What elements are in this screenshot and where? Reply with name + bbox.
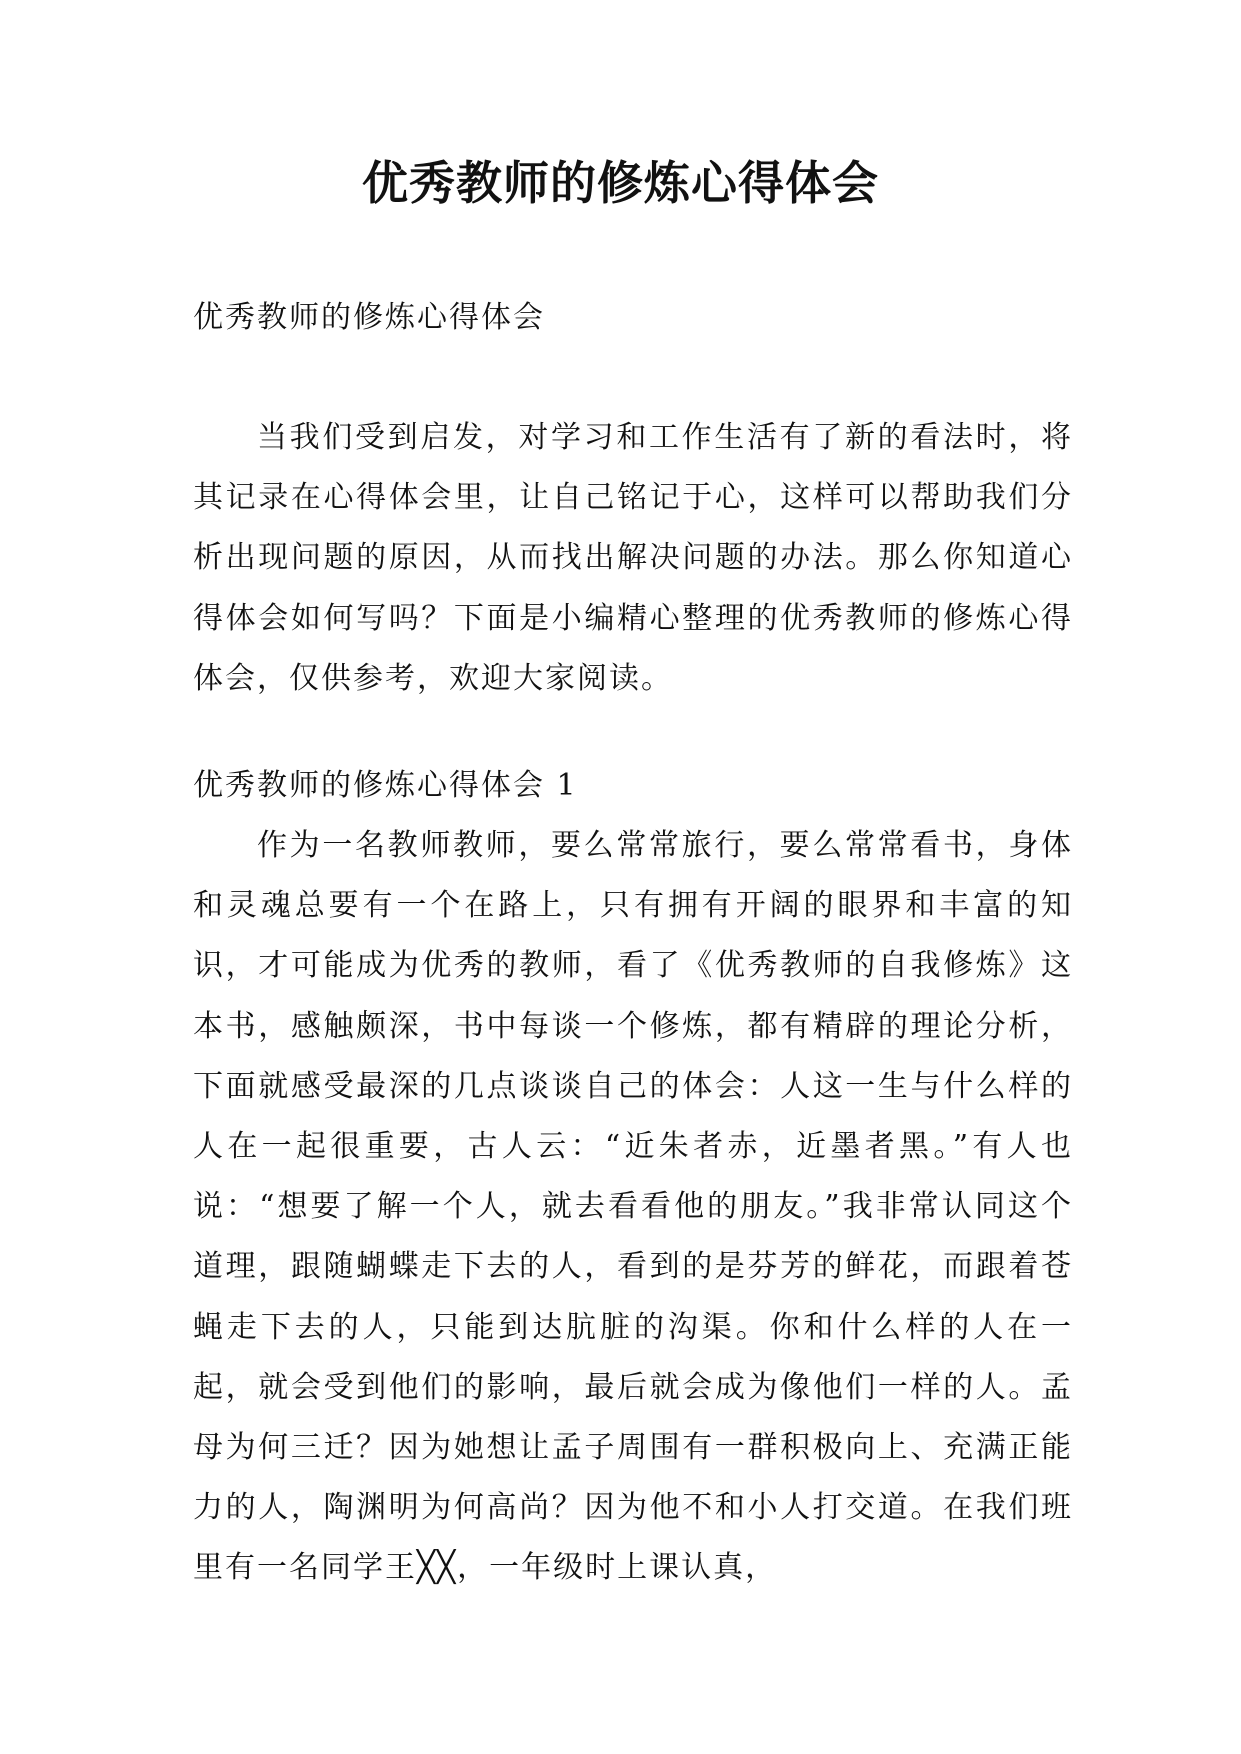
intro-paragraph: 当我们受到启发，对学习和工作生活有了新的看法时，将其记录在心得体会里，让自己铭记于心，这样可以帮助我们分析出现问题的原因，从而找出解决问题的办法。那么你知道心得体会如何写吗？下面是小编精心整理的优秀教师的修炼心得体会，仅供参考，欢迎大家阅读。 bbox=[193, 420, 1073, 696]
document-subtitle: 优秀教师的修炼心得体会 bbox=[193, 300, 545, 335]
section-paragraph: 作为一名教师教师，要么常常旅行，要么常常看书，身体和灵魂总要有一个在路上，只有拥有开阔的眼界和丰富的知识，才可能成为优秀的教师，看了《优秀教师的自我修炼》这本书，感触颇深，书中每谈一个修炼，都有精辟的理论分析，下面就感受最深的几点谈谈自己的体会：人这一生与什么样的人在一起很重要，古人云：“近朱者赤，近墨者黑。”有人也说：“想要了解一个人，就去看看他的朋友。”我非常认同这个道理，跟随蝴蝶走下去的人，看到的是芬芳的鲜花，而跟着苍蝇走下去的人，只能到达肮脏的沟渠。你和什么样的人在一起，就会受到他们的影响，最后就会成为像他们一样的人。孟母为何三迁？因为她想让孟子周围有一群积极向上、充满正能力的人，陶渊明为何高尚？因为他不和小人打交道。在我们班里有一名同学王╳╳，一年级时上课认真， bbox=[193, 828, 1073, 1586]
section-heading: 优秀教师的修炼心得体会 1 bbox=[193, 768, 578, 803]
document-title: 优秀教师的修炼心得体会 bbox=[362, 156, 879, 210]
